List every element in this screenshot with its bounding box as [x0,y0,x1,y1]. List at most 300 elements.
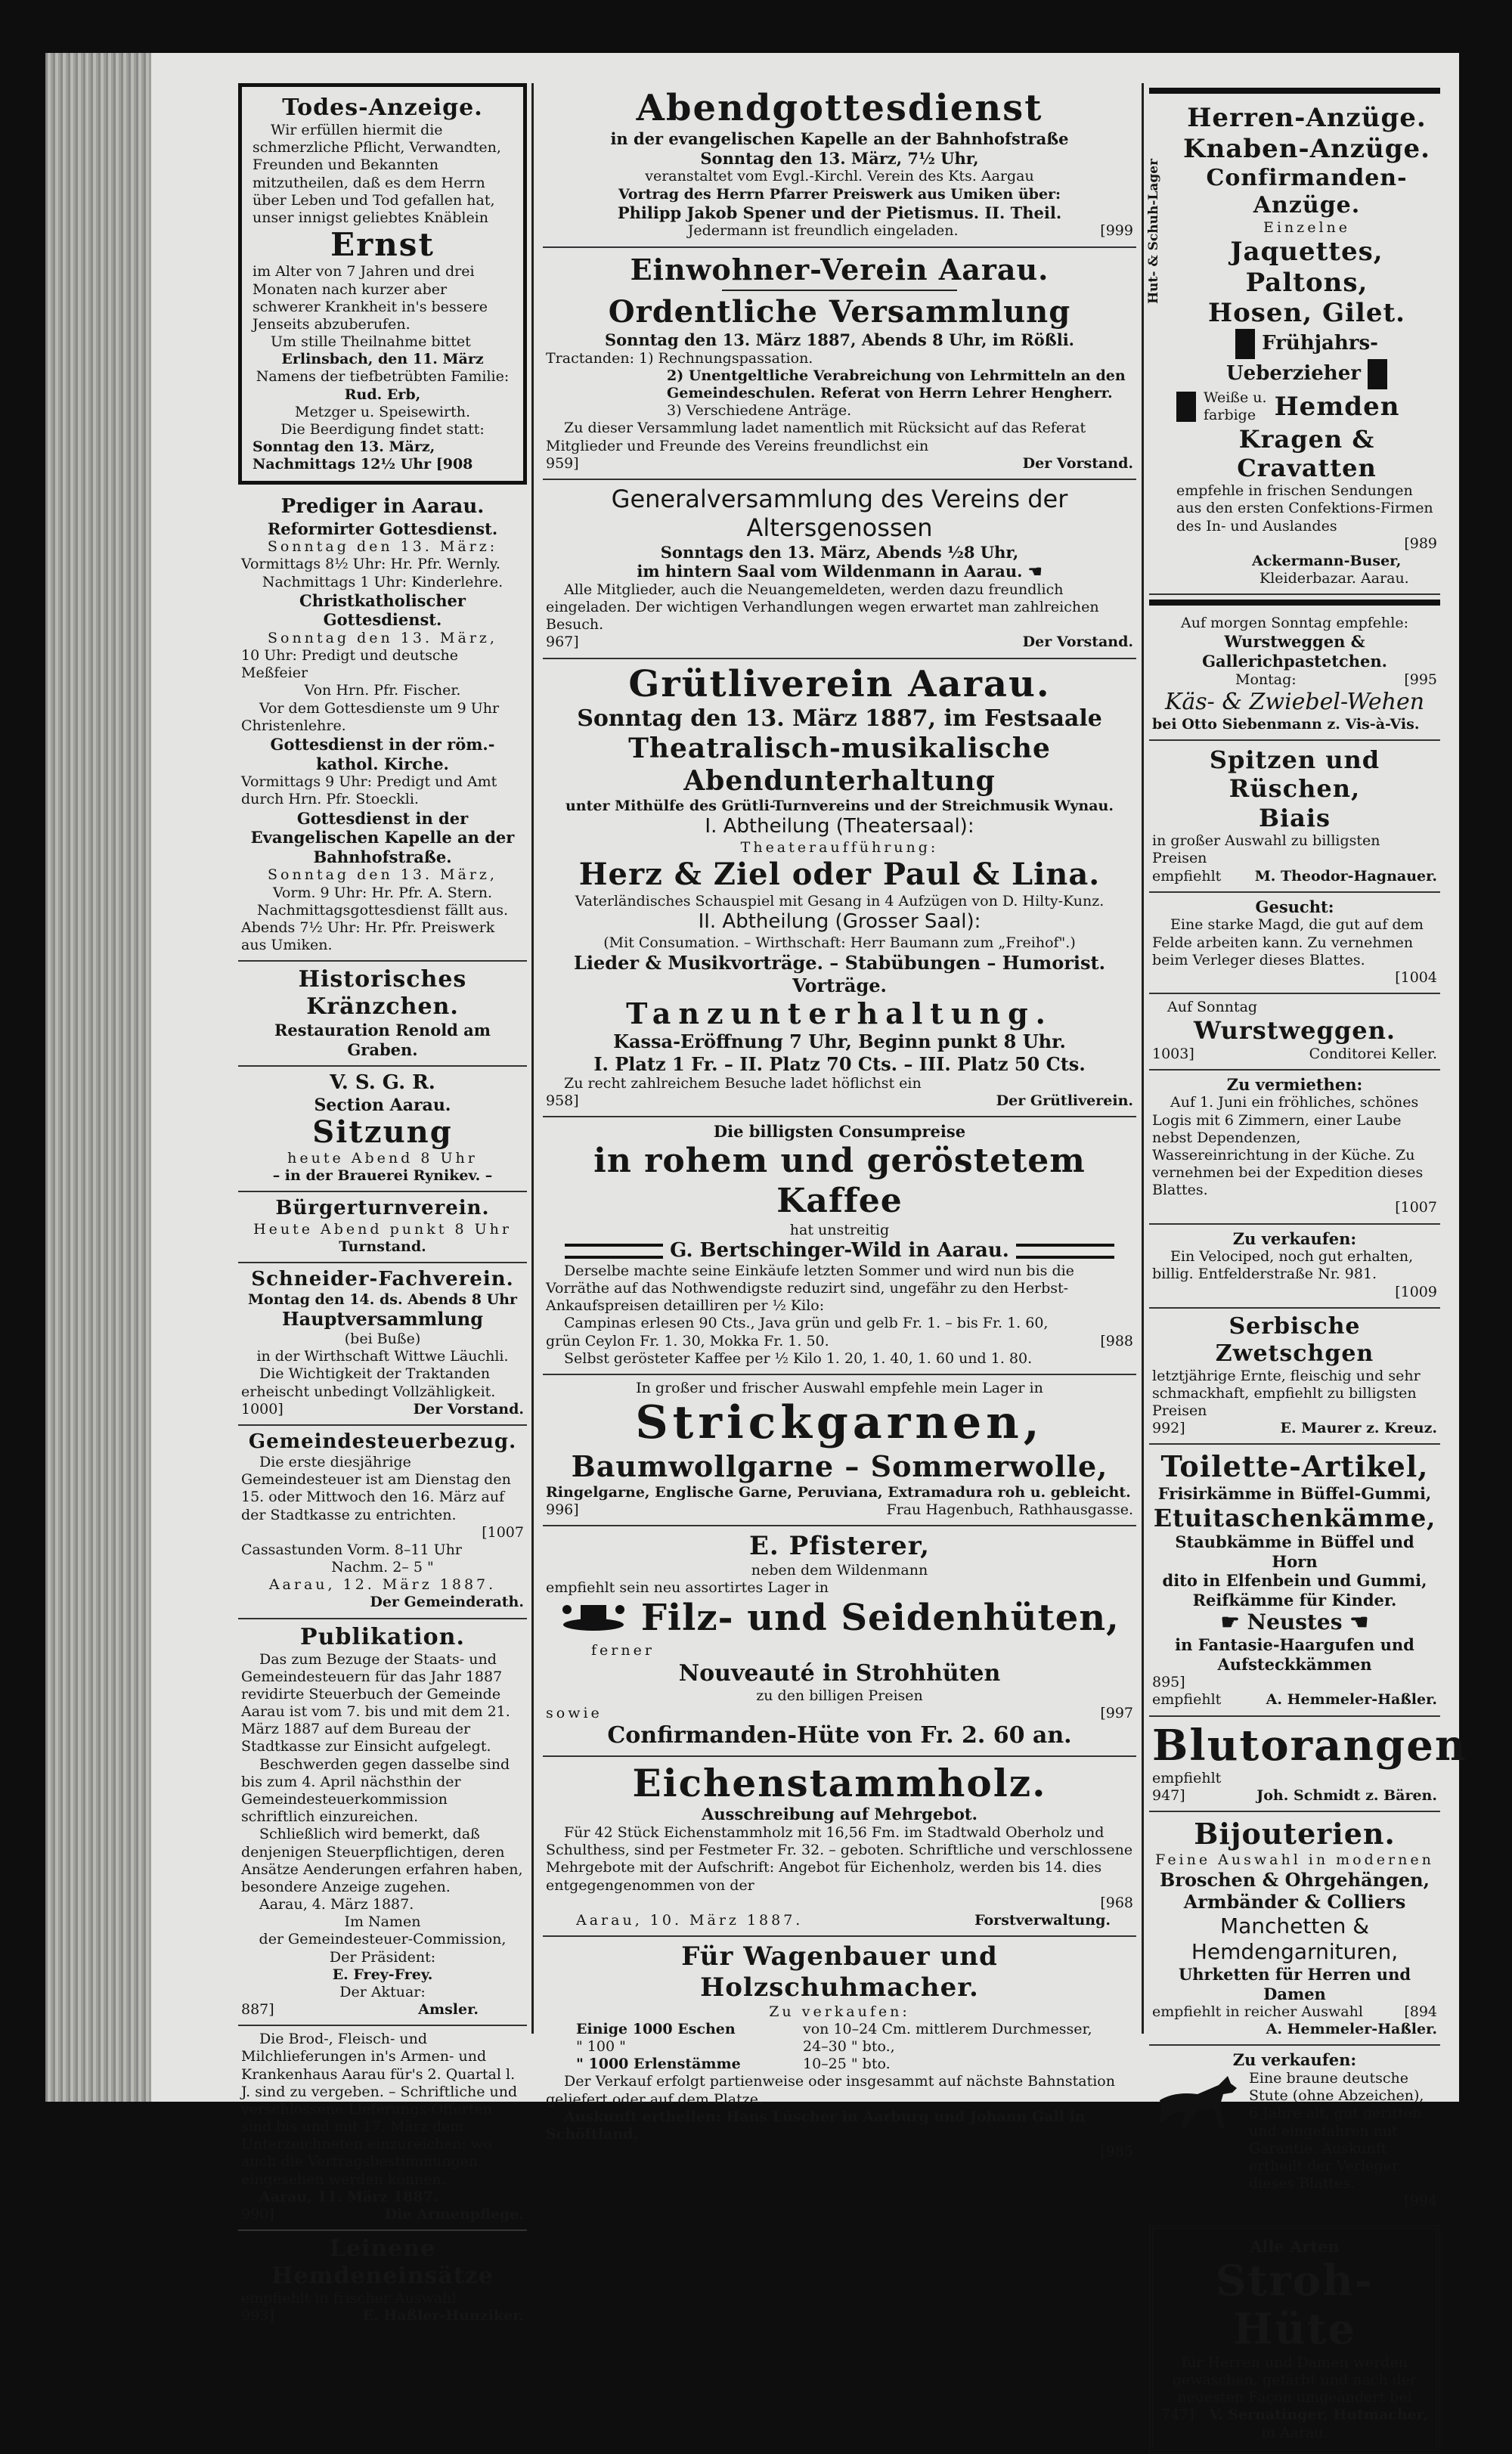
oak-timber-ad [543,1757,1136,1937]
sunday-vendor: Conditorei Keller. [1309,1045,1437,1062]
municipal-tax-place: Aarau, 12. März 1887. [268,1576,497,1594]
knitting-intro: In großer und frischer Auswahl empfehle mein Lager in [636,1379,1043,1396]
oak-timber-text: Für 42 Stück Eichenstammholz mit 16,56 Fm. im Stadtwald Oberholz und Schulthess, sind per Festmeter Fr. 32. – geboten. Schriftliche und verschlossene Mehrgebote mit der Aufschrift: Angebot für Eichenholz, werden bis 14. dies entgegengenommen von der [546,1824,1133,1894]
hats-further: ferner [591,1642,655,1659]
hats-firm: E. Pfisterer, [749,1531,930,1562]
municipal-tax-ad [238,1426,527,1619]
black-rule [1149,88,1440,94]
maid-wanted-title: Gesucht: [1255,897,1334,916]
service-heading: Reformirter Gottesdienst. [267,519,498,538]
hat-ornament-icon [559,1599,627,1643]
velocipede-text: Ein Velociped, noch gut erhalten, billig. Entfelderstraße Nr. 981. [1152,1248,1414,1283]
death-notice-text: Wir erfüllen hiermit die schmerzliche Pflicht, Verwandten, Freunden und Bekannten mitzutheilen, daß es dem Herrn über Leben und Tod gefallen hat, unser innigst geliebtes Knäblein [253,122,501,226]
velocipede-title: Zu verkaufen: [1232,1229,1357,1248]
ad-number: [985 [1100,2143,1133,2161]
oak-timber-title: Eichenstammholz. [632,1760,1047,1805]
coffee-ad [543,1117,1136,1375]
bread-delivery-place: Aarau, 11. März 1887. [259,2188,438,2205]
toiletries-line: Staubkämme in Büffel und Horn [1175,1532,1414,1571]
suits-ad [1146,98,1440,595]
death-notice [238,83,527,485]
sausage-row [1152,671,1437,689]
black-block [1368,359,1387,389]
ad-number: 992] [1152,1420,1185,1437]
residents-club-footer [546,455,1133,473]
black-block [1176,392,1196,422]
age-peers-footer [546,634,1133,651]
jewelry-row [1152,2003,1437,2021]
historical-club-title: Historisches Kränzchen. [298,966,467,1021]
sausage-products: Wurstweggen & Gallerichpastetchen. [1202,632,1387,671]
age-peers-date: Sonntags den 13. März, Abends ½8 Uhr, [660,542,1019,562]
publication-sign-line: Im Namen [344,1913,421,1931]
suits-single: Einzelne [1263,218,1350,236]
publication-sign-line: Der Präsident: [329,1948,436,1966]
wheelwright-title: Für Wagenbauer und Holzschuhmacher. [681,1941,998,2003]
historical-club-ad [238,962,527,1067]
ad-number: 996] [546,1501,579,1518]
agenda-item: Tractanden: 1) Rechnungspassation. [546,349,813,367]
straw-hats-place: in Aarau. [1261,2424,1328,2441]
linen-text: empfiehlt in frischer Auswahl [241,2290,457,2307]
residents-club-ad [543,248,1136,480]
death-notice-text-2: im Alter von 7 Jahren und drei Monaten nach kurzer aber schwerer Krankheit in's bessere Jenseits abzuberufen. [253,263,488,333]
timber-cell: Einige 1000 Eschen [576,2020,736,2037]
ad-number: 958] [546,1092,579,1110]
suits-jackets: Jaquettes, Paltons, [1230,236,1383,298]
suits-boys: Knaben-Anzüge. [1183,133,1430,164]
suits-confirmation: Confirmanden-Anzüge. [1206,164,1408,218]
plums-footer [1152,1420,1437,1437]
agenda-item: 3) Verschiedene Anträge. [667,402,852,420]
knitting-footer [546,1501,1133,1519]
suits-signature-2: Kleiderbazar. Aarau. [1259,570,1409,587]
hats-headline: Filz- und Seidenhüten, [640,1597,1120,1640]
cheese-tarts: Käs- & Zwiebel-Wehen [1164,688,1425,715]
age-peers-text: Alle Mitglieder, auch die Neuangemeldeten, werden dazu freundlich eingeladen. Der wichtigen Verhandlungen wegen erwartet man zahlreichen Besuch. [546,581,1099,634]
death-notice-title: Todes-Anzeige. [282,95,483,121]
newest-line [1152,1610,1437,1635]
tailors-note: (bei Buße) [344,1331,421,1348]
sausage-ad [1149,610,1440,741]
grutli-part-2-sub: (Mit Consumation. – Wirthschaft: Herr Baumann zum „Freihof".) [603,934,1076,952]
toiletries-signature: A. Hemmeler-Haßler. [1266,1691,1437,1709]
grutli-helpers: unter Mithülfe des Grütli-Turnvereins und der Streichmusik Wynau. [565,798,1114,815]
straw-hats-intro: Alle Arten [1250,2237,1340,2257]
shirts-white: Weiße u. [1204,389,1267,407]
timber-table [546,2021,1133,2074]
age-peers-signature: Der Vorstand. [1022,634,1133,651]
middle-column [543,83,1136,2167]
plums-ad [1149,1309,1440,1445]
residents-club-title: Einwohner-Verein Aarau. [630,252,1049,287]
shirts-line [1176,389,1437,424]
toiletries-line: Frisirkämme in Büffel-Gummi, [1157,1483,1432,1503]
publication-president: E. Frey-Frey. [332,1966,433,1983]
jewelry-signature: A. Hemmeler-Haßler. [1266,2021,1437,2038]
lace-signature: M. Theodor-Hagnauer. [1254,867,1437,885]
coffee-price: Campinas erlesen 90 Cts., Java grün und gelb Fr. 1. – bis Fr. 1. 60, [564,1315,1049,1332]
sunday-pastry-ad [1149,994,1440,1071]
for-rent-ad [1149,1071,1440,1225]
ad-number: 747] [1161,2406,1194,2424]
grutli-play: Herz & Ziel oder Paul & Lina. [578,857,1101,893]
ad-number: [994 [1404,2192,1437,2210]
service-line: 10 Uhr: Predigt und deutsche Meßfeier [241,647,459,682]
publication-sign-line: Der Aktuar: [339,1983,426,2000]
grutli-program: Lieder & Musikvorträge. – Stabübungen – Humorist. Vorträge. [574,952,1105,996]
deceased-name: Ernst [330,226,435,264]
coffee-price-row [546,1333,1133,1350]
municipal-tax-signature: Der Gemeinderath. [370,1594,524,1611]
blood-oranges-ad [1149,1717,1467,1813]
horse-sale-title: Zu verkaufen: [1232,2050,1357,2070]
grutli-prices: I. Platz 1 Fr. – II. Platz 70 Cts. – III. Platz 50 Cts. [593,1052,1086,1075]
left-column [238,83,527,2331]
bread-delivery-footer [241,2206,524,2223]
page-edge-strip [45,53,151,2102]
ad-number: 967] [546,634,579,651]
residents-club-signature: Der Vorstand. [1022,454,1133,472]
suits-signature: Ackermann-Buser, [1252,552,1402,569]
evening-service-invite: Jedermann ist freundlich eingeladen. [687,222,959,240]
municipal-tax-text: Die erste diesjährige Gemeindesteuer ist am Dienstag den 15. oder Mittwoch den 16. März auf der Stadtkasse zu entrichten. [241,1454,511,1523]
publication-actuary: Amsler. [418,2001,479,2019]
straw-hats-text: für Herren und Damen werden gewaschen, gefärbt und nach der neuesten Façon umgeändert bei [1172,2353,1418,2406]
service-line: Abends 7½ Uhr: Hr. Pfr. Preiswerk aus Umiken. [241,919,495,954]
service-heading: Gottesdienst in der Evangelischen Kapelle an der Bahnhofstraße. [250,808,515,866]
evening-service-topic: Philipp Jakob Spener und der Pietismus. II. Theil. [617,203,1062,222]
for-rent-text: Auf 1. Juni ein fröhliches, schönes Logis mit 6 Zimmern, einer Laube nebst Dependenzen, Wassereinrichtung in der Küche. Zu vernehmen bei der Expedition dieses Blattes. [1152,1094,1424,1199]
municipal-tax-title: Gemeindesteuerbezug. [248,1430,517,1453]
ad-number: [1007 [1395,1199,1437,1216]
suits-text: empfehle in frischen Sendungen aus den ersten Confektions-Firmen des In- und Auslandes [1176,482,1433,534]
age-peers-ad [543,480,1136,659]
hats-headline-row [546,1597,1133,1642]
toiletries-title: Toilette-Artikel, [1160,1449,1429,1484]
publication-footer [241,2001,524,2019]
death-notice-signer-occupation: Metzger u. Speisewirth. [294,403,471,420]
shirts-colored: farbige [1204,407,1256,424]
ad-number: [995 [1404,671,1437,688]
age-peers-title: Generalversammlung des Vereins der Altersgenossen [611,484,1068,543]
shirts-colors [1204,389,1267,424]
lace-biais: Biais [1258,803,1331,832]
coffee-price: grün Ceylon Fr. 1. 30, Mokka Fr. 1. 50. [546,1332,829,1349]
service-line: Vor dem Gottesdienste um 9 Uhr Christenlehre. [241,699,500,734]
linen-ad [238,2231,527,2331]
maid-wanted-text: Eine starke Magd, die gut auf dem Felde arbeiten kann. Zu vernehmen beim Verleger dieses Blattes. [1152,916,1424,968]
grutli-title: Grütliverein Aarau. [628,662,1051,705]
jewelry-line: Uhrketten für Herren und Damen [1178,1964,1411,2003]
straw-hats-ad [1149,2225,1440,2453]
grutli-footer [546,1092,1133,1110]
ad-number: [989 [1404,534,1437,552]
hats-ad [543,1526,1136,1757]
tailors-footer [241,1401,524,1418]
death-notice-signer: Rud. Erb, [344,386,421,403]
tailors-ad [238,1263,527,1426]
funeral-date-line [253,438,513,473]
rule-ornament [565,1244,663,1259]
plums-signature: E. Maurer z. Kreuz. [1280,1420,1437,1437]
grutli-part-2: II. Abtheilung (Grosser Saal): [698,910,981,934]
grutli-date: Sonntag den 13. März 1887, im Festsaale [577,705,1102,732]
timber-cell: 24–30 " bto., [803,2038,895,2056]
sunday-footer [1152,1046,1437,1063]
evening-service-talk: Vortrag des Herrn Pfarrer Preiswerk aus Umiken über: [618,185,1061,203]
lace-text: in großer Auswahl zu billigsten Preisen [1152,832,1380,867]
grutli-dance: Tanzunterhaltung. [626,996,1053,1030]
suits-overcoat-line [1176,329,1437,389]
hats-row [546,1705,1133,1722]
publication-title: Publikation. [300,1623,465,1650]
grutli-invite: Zu recht zahlreichem Besuche ladet höflichst ein [564,1074,922,1092]
tailors-meeting: Hauptversammlung [281,1308,484,1331]
coffee-intro: Die billigsten Consumpreise [713,1122,966,1142]
publication-text: Schließlich wird bemerkt, daß denjenigen Steuerpflichtigen, deren Ansätze Aenderungen erfahren haben, besondere Anzeige zugehen. [241,1826,523,1895]
oak-timber-subtitle: Ausschreibung auf Mehrgebot. [702,1805,978,1824]
coffee-headline: in rohem und geröstetem Kaffee [593,1141,1086,1220]
jewelry-ad [1149,1812,1440,2046]
evening-service-footer [546,222,1133,240]
preachers-title: Prediger in Aarau. [280,495,485,519]
velocipede-ad [1149,1225,1440,1309]
residents-club-invite: Zu dieser Versammlung ladet namentlich mit Rücksicht auf das Referat Mitglieder und Freunde des Vereins freundlichst ein [546,420,1086,454]
lace-footer [1152,868,1437,885]
death-notice-family: Namens der tiefbetrübten Familie: [256,368,510,386]
grutli-event: Theatralisch-musikalische Abendunterhaltung [628,732,1051,797]
straw-hats-title: Stroh-Hüte [1215,2256,1374,2355]
service-line: Sonntag den 13. März, [268,866,497,884]
ad-number: [1009 [1395,1283,1437,1300]
sausage-intro: Auf morgen Sonntag empfehle: [1180,615,1408,632]
publication-place: Aarau, 4. März 1887. [259,1896,414,1913]
plums-title: Serbische Zwetschgen [1215,1312,1374,1367]
lace-ad [1149,741,1440,893]
coffee-firm-line [546,1239,1133,1263]
ad-number: 887] [241,2001,274,2019]
gymnastics-title: Bürgerturnverein. [275,1197,490,1220]
publication-text: Das zum Bezuge der Staats- und Gemeindesteuern für das Jahr 1887 revidirte Steuerbuch der Gemeinde Aarau ist vom 7. bis und mit dem 21. März 1887 auf dem Bureau der Stadtkasse zur Einsicht aufgelegt. [241,1650,510,1755]
evening-service-ad [543,83,1136,248]
ad-number: [1004 [1395,968,1437,986]
timber-cell: " 100 " [576,2038,626,2056]
service-heading: Christkatholischer Gottesdienst. [299,590,466,630]
bread-delivery-signature: Die Armenpflege. [384,2205,524,2223]
sunday-intro: Auf Sonntag [1167,999,1258,1016]
hats-location: neben dem Wildenmann [751,1561,928,1579]
jewelry-line: Feine Auswahl in modernen [1155,1851,1434,1868]
grutli-opening: Kassa-Eröffnung 7 Uhr, Beginn punkt 8 Uhr. [613,1030,1066,1053]
evening-service-title: Abendgottesdienst [636,87,1043,129]
cash-hours-2: Nachm. 2– 5 " [331,1559,434,1576]
grutli-play-description: Vaterländisches Schauspiel mit Gesang in 4 Aufzügen von D. Hilty-Kunz. [575,893,1105,910]
shirts-label: Hemden [1274,391,1400,422]
sausage-monday: Montag: [1235,671,1297,688]
toiletries-line: in Fantasie-Haargufen und Aufsteckkämmen [1175,1635,1414,1674]
service-line: Nachmittagsgottesdienst fällt aus. [257,901,508,919]
timber-cell: von 10–24 Cm. mittlerem Durchmesser, [803,2020,1092,2037]
toiletries-recommends: empfiehlt [1152,1691,1222,1709]
knitting-yarn-ad [543,1375,1136,1526]
straw-hats-footer [1161,2406,1428,2424]
vsgr-title: V. S. G. R. [330,1071,435,1095]
jewelry-line: Armbänder & Colliers [1183,1891,1406,1913]
horse-sale-body [1152,2070,1437,2192]
ad-number: 990] [241,2205,274,2223]
jewelry-line: Manchetten & Hemdengarnituren, [1191,1913,1399,1964]
wheelwright-contact: Auskunft ertheilen: Hans Lüscher in Aarburg und Johann Gall in Schöftland. [546,2108,1086,2143]
oak-timber-place: Aarau, 10. März 1887. [576,1911,804,1929]
coffee-text: Derselbe machte seine Einkäufe letzten Sommer und wird nun bis die Vorräthe auf das Nothwendigste reduzirt sind, ungefähr zu den Herbst-Ankaufspreisen detailliren per ½ Kilo: [546,1262,1074,1315]
linen-footer [241,2307,524,2325]
age-peers-place: im hintern Saal vom Wildenmann in Aarau. [637,562,1023,581]
toiletries-footer [1152,1674,1437,1691]
publication-ad [238,1619,527,2027]
ad-number: 1000] [241,1400,284,1418]
blood-oranges-recommends: empfiehlt [1152,1769,1222,1786]
death-notice-text-3: Um stille Theilnahme bittet [271,333,471,351]
cash-hours: Cassastunden Vorm. 8–11 Uhr [241,1541,462,1558]
rule-ornament [1016,1244,1114,1259]
hats-straw: Nouveauté in Strohhüten [678,1659,1001,1687]
evening-service-place: in der evangelischen Kapelle an der Bahnhofstraße [610,129,1069,149]
ad-number: [999 [1100,222,1133,240]
right-column [1146,83,1467,2454]
suits-trousers: Hosen, Gilet. [1207,298,1405,329]
sausage-vendor: bei Otto Siebenmann z. Vis-à-Vis. [1152,715,1420,733]
straw-hats-signature: V. Sernatinger, Hutmacher, [1209,2406,1428,2424]
tailors-title: Schneider-Fachverein. [251,1267,514,1291]
hats-confirmation: Confirmanden-Hüte von Fr. 2. 60 an. [607,1721,1072,1749]
toiletries-sign [1152,1691,1437,1709]
wheelwright-text: Der Verkauf erfolgt partienweise oder insgesammt auf nächste Bahnstation geliefert oder auf dem Platze. [546,2073,1115,2108]
hats-prices: zu den billigen Preisen [756,1687,923,1704]
ad-number: 959] [546,454,579,472]
ad-number: [894 [1404,2003,1437,2021]
ad-number: [997 [1100,1704,1133,1721]
residents-club-meeting: Ordentliche Versammlung [608,294,1071,330]
vsgr-section: Section Aarau. [314,1095,451,1115]
publication-text: Beschwerden gegen dasselbe sind bis zum 4. April nächsthin der Gemeindesteuerkommission schriftlich einzureichen. [241,1755,510,1826]
service-line: Vorm. 9 Uhr: Hr. Pfr. A. Stern. [272,884,493,901]
service-line: Sonntag den 13. März: [267,538,498,556]
lace-title: Spitzen und Rüschen, [1209,745,1380,804]
black-block [1235,329,1255,359]
suits-overcoat: Frühjahrs-Ueberzieher [1225,332,1378,386]
vsgr-meeting: Sitzung [312,1114,453,1150]
ad-number: [1007 [482,1523,524,1541]
suits-men: Herren-Anzüge. [1187,103,1427,133]
linen-signature: E. Haßler-Hunziker. [362,2307,524,2325]
coffee-intro-2: hat unstreitig [789,1221,890,1238]
knitting-headline: Strickgarnen, [635,1396,1044,1450]
vsgr-ad [238,1067,527,1192]
vsgr-time: heute Abend 8 Uhr [287,1150,478,1167]
service-line: Sonntag den 13. März, [268,629,497,646]
publication-sign-line: der Gemeindesteuer-Commission, [259,1931,507,1948]
black-rule [1149,600,1440,606]
wheelwright-sale: Zu verkaufen: [769,2003,910,2020]
evening-service-organizer: veranstaltet vom Evgl.-Kirchl. Verein des Kts. Aargau [645,168,1034,185]
grutli-signature: Der Grütliverein. [996,1092,1133,1110]
blood-oranges-title: Blutorangen [1152,1720,1467,1771]
oak-timber-footer [546,1912,1133,1929]
bread-delivery-ad [238,2026,527,2231]
oak-timber-signature: Forstverwaltung. [974,1911,1111,1929]
wheelwright-ad [543,1937,1136,2167]
pointing-hand-icon: ☛ [1220,1610,1240,1635]
sunday-product: Wurstweggen. [1194,1016,1396,1046]
coffee-firm: G. Bertschinger-Wild in Aarau. [670,1238,1009,1262]
tailors-text: Die Wichtigkeit der Traktanden erheischt unbedingt Vollzähligkeit. [241,1365,496,1400]
plums-text: letztjährige Ernte, fleischig und sehr schmackhaft, empfiehlt zu billigsten Preisen [1152,1367,1421,1420]
gymnastics-time: Heute Abend punkt 8 Uhr [253,1220,512,1238]
death-notice-place: Erlinsbach, den 11. März [281,351,484,368]
service-line: Nachmittags 1 Uhr: Kinderlehre. [262,573,503,590]
knitting-subhead: Baumwollgarne – Sommerwolle, [571,1449,1108,1484]
tailors-date: Montag den 14. ds. Abends 8 Uhr [248,1291,517,1309]
blood-oranges-signature: Joh. Schmidt z. Bären. [1256,1787,1437,1805]
funeral-text: Die Beerdigung findet statt: [280,420,485,438]
vsgr-place: – in der Brauerei Rynikev. – [272,1167,493,1185]
toiletries-line: dito in Elfenbein und Gummi, [1162,1571,1427,1591]
knitting-varieties: Ringelgarne, Englische Garne, Peruviana, Extramadura roh u. gebleicht. [546,1483,1131,1501]
hats-also: sowie [546,1704,603,1721]
gymnastics-place: Turnstand. [339,1238,426,1255]
knitting-signature: Frau Hagenbuch, Rathhausgasse. [886,1501,1133,1518]
timber-cell: 10–25 " bto. [803,2056,891,2073]
horse-sale-ad [1149,2046,1440,2216]
tailors-place: in der Wirthschaft Wittwe Läuchli. [256,1348,509,1365]
coffee-price-roasted: Selbst gerösteter Kaffee per ½ Kilo 1. 20, 1. 40, 1. 60 und 1. 80. [564,1349,1033,1367]
ad-number: [908 [435,456,473,473]
jewelry-title: Bijouterien. [1194,1817,1396,1851]
service-line: Vormittags 8½ Uhr: Hr. Pfr. Wernly. [241,556,500,573]
service-line: Vormittags 9 Uhr: Predigt und Amt durch Hrn. Pfr. Stoeckli. [241,773,497,808]
residents-club-date: Sonntag den 13. März 1887, Abends 8 Uhr, im Rößli. [605,330,1074,350]
toiletries-ad [1149,1445,1440,1716]
evening-service-date: Sonntag den 13. März, 7½ Uhr, [700,148,979,168]
ad-number: 895] [1152,1674,1185,1691]
ad-number: 993] [241,2307,274,2325]
service-line: Von Hrn. Pfr. Fischer. [304,682,461,699]
for-rent-title: Zu vermiethen: [1226,1074,1363,1094]
bread-delivery-text: Die Brod-, Fleisch- und Milchlieferungen in's Armen- und Krankenhaus Aarau für's 2. Quartal l. J. sind zu vergeben. – Schriftliche und verschlossene Lieferungs-Offerten sind bis und mit 17. März dem Unterzeichneten einzureichen; wo auch die Vertragsbestimmungen eingesehen werden können. [241,2031,518,2188]
jewelry-line: Broschen & Ohrgehängen, [1160,1869,1430,1892]
grutli-ad [543,659,1136,1118]
blood-oranges-footer [1152,1787,1437,1805]
maid-wanted-ad [1149,893,1440,994]
tailors-signature: Der Vorstand. [413,1400,524,1418]
pointing-hand-icon: ☚ [1349,1610,1369,1635]
gymnastics-ad [238,1192,527,1263]
column-rule-1 [531,83,534,2034]
horse-sale-text: Eine braune deutsche Stute (ohne Abzeichen), 6 Jahre alt, gut geritten und eingefahren mit Garantie. Auskunft ertheilt der Verleger dieses Blattes. [1249,2070,1424,2192]
ad-number: 1003] [1152,1045,1194,1062]
newest-label: Neustes [1247,1610,1343,1635]
jewelry-recommends: empfiehlt in reicher Auswahl [1152,2003,1363,2021]
lace-recommends: empfiehlt [1152,867,1222,885]
grutli-part-1: I. Abtheilung (Theatersaal): [705,815,974,838]
ad-number: [988 [1100,1332,1133,1349]
toiletries-line: Reifkämme für Kinder. [1192,1590,1397,1610]
horse-icon [1152,2070,1243,2192]
age-peers-place-line [546,562,1133,581]
column-rule-2 [1142,83,1144,2034]
hat-shoe-store-label: Hut- & Schuh-Lager [1146,159,1161,304]
